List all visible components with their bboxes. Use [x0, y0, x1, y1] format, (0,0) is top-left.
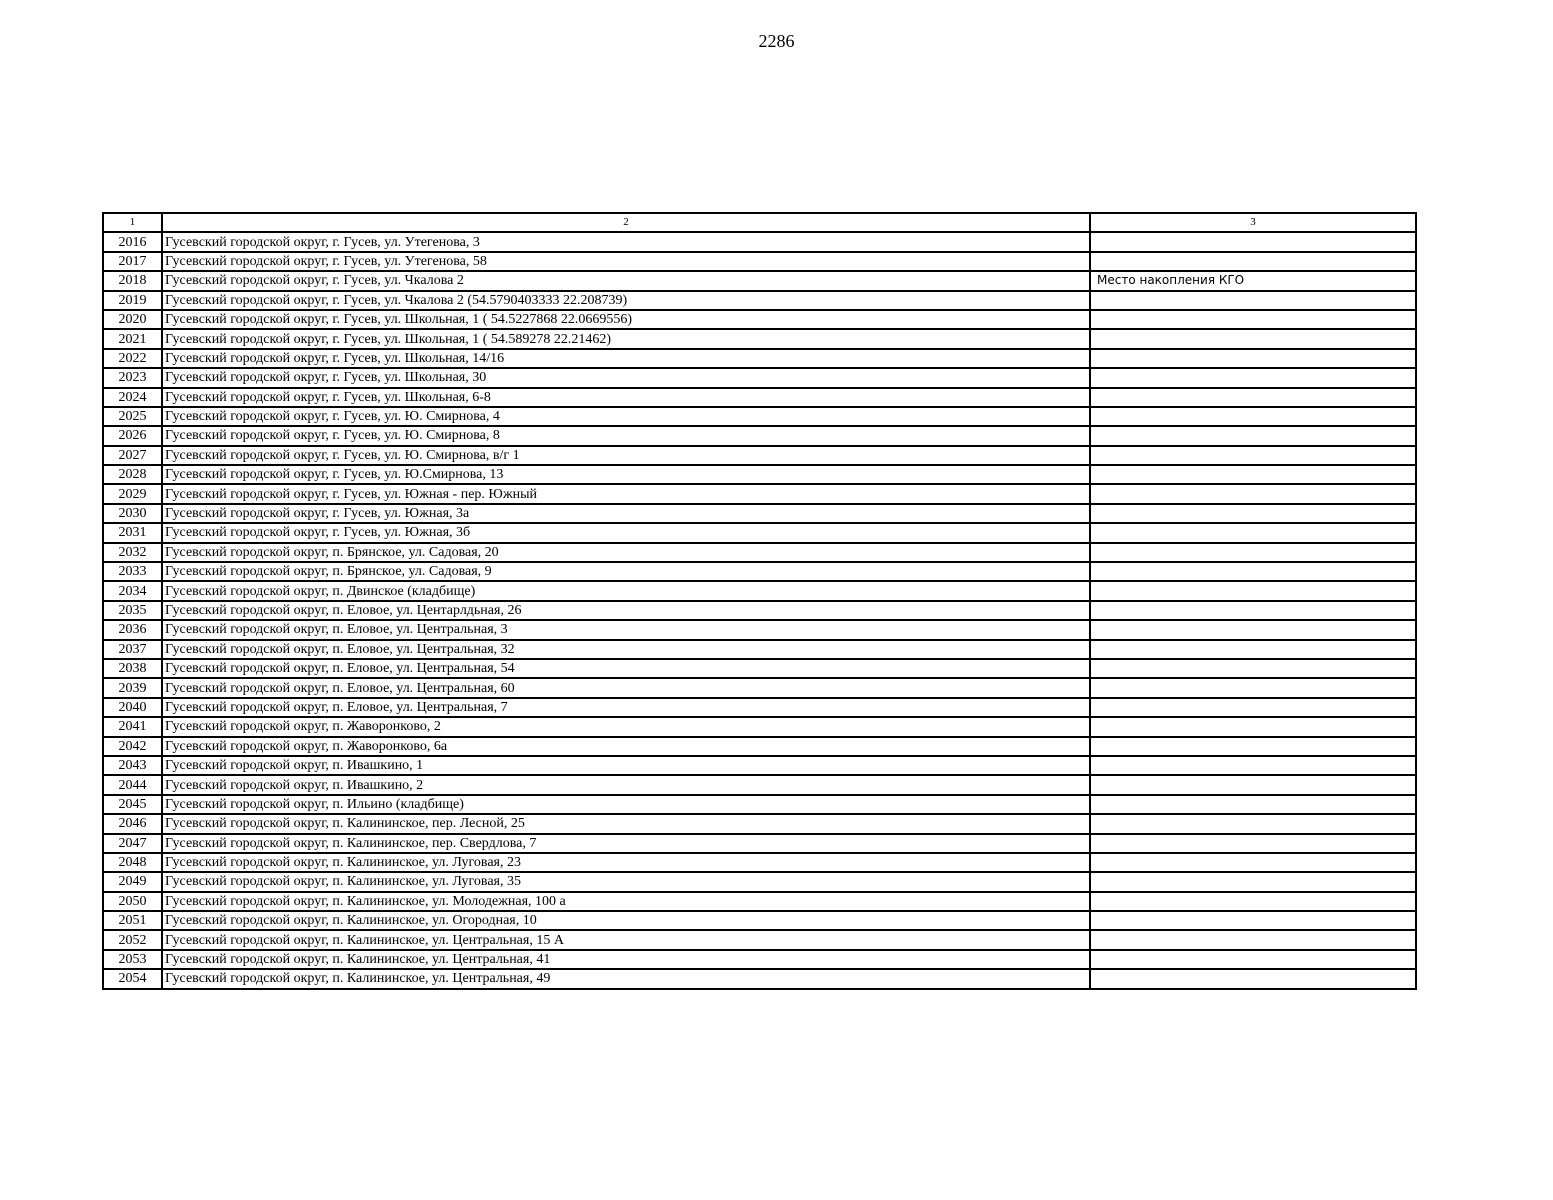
- row-number-cell: 2045: [103, 795, 162, 814]
- address-cell: Гусевский городской округ, п. Калининское, ул. Луговая, 23: [162, 853, 1090, 872]
- registry-table: [102, 212, 1417, 990]
- row-number-cell: 2038: [103, 659, 162, 678]
- note-cell: [1090, 911, 1416, 930]
- note-cell: [1090, 698, 1416, 717]
- table-row: [103, 601, 1416, 620]
- note-cell: Место накопления КГО: [1090, 271, 1416, 290]
- note-cell: [1090, 814, 1416, 833]
- table-row: [103, 252, 1416, 271]
- address-cell: Гусевский городской округ, г. Гусев, ул. Южная, 3б: [162, 523, 1090, 542]
- note-cell: [1090, 640, 1416, 659]
- note-cell: [1090, 581, 1416, 600]
- table-row: [103, 620, 1416, 639]
- note-cell: [1090, 834, 1416, 853]
- table-row: [103, 795, 1416, 814]
- table-row: [103, 465, 1416, 484]
- address-cell: Гусевский городской округ, п. Жаворонково, 6а: [162, 737, 1090, 756]
- table-row: [103, 388, 1416, 407]
- row-number-cell: 2017: [103, 252, 162, 271]
- note-cell: [1090, 543, 1416, 562]
- table-row: [103, 368, 1416, 387]
- address-cell: Гусевский городской округ, п. Еловое, ул. Центарлдьная, 26: [162, 601, 1090, 620]
- row-number-cell: 2023: [103, 368, 162, 387]
- column-header-number: 1: [103, 213, 162, 232]
- table-row: [103, 834, 1416, 853]
- table-row: [103, 698, 1416, 717]
- address-cell: Гусевский городской округ, п. Калининское, пер. Свердлова, 7: [162, 834, 1090, 853]
- note-cell: [1090, 678, 1416, 697]
- table-row: [103, 814, 1416, 833]
- row-number-cell: 2025: [103, 407, 162, 426]
- table-row: [103, 581, 1416, 600]
- row-number-cell: 2031: [103, 523, 162, 542]
- note-cell: [1090, 659, 1416, 678]
- note-cell: [1090, 504, 1416, 523]
- row-number-cell: 2016: [103, 232, 162, 251]
- row-number-cell: 2044: [103, 775, 162, 794]
- note-cell: [1090, 407, 1416, 426]
- note-cell: [1090, 368, 1416, 387]
- address-cell: Гусевский городской округ, г. Гусев, ул. Школьная, 14/16: [162, 349, 1090, 368]
- row-number-cell: 2037: [103, 640, 162, 659]
- address-cell: Гусевский городской округ, г. Гусев, ул. Чкалова 2 (54.5790403333 22.208739): [162, 291, 1090, 310]
- note-cell: [1090, 775, 1416, 794]
- row-number-cell: 2021: [103, 329, 162, 348]
- address-cell: Гусевский городской округ, г. Гусев, ул. Школьная, 1 ( 54.589278 22.21462): [162, 329, 1090, 348]
- note-cell: [1090, 426, 1416, 445]
- address-cell: Гусевский городской округ, п. Жаворонково, 2: [162, 717, 1090, 736]
- note-cell: [1090, 601, 1416, 620]
- address-cell: Гусевский городской округ, п. Ивашкино, 1: [162, 756, 1090, 775]
- row-number-cell: 2036: [103, 620, 162, 639]
- address-cell: Гусевский городской округ, п. Ильино (кладбище): [162, 795, 1090, 814]
- address-cell: Гусевский городской округ, г. Гусев, ул. Ю. Смирнова, 4: [162, 407, 1090, 426]
- row-number-cell: 2046: [103, 814, 162, 833]
- note-cell: [1090, 232, 1416, 251]
- table-row: [103, 853, 1416, 872]
- table-row: [103, 426, 1416, 445]
- table-row: [103, 446, 1416, 465]
- address-cell: Гусевский городской округ, п. Калининское, ул. Центральная, 15 А: [162, 930, 1090, 949]
- table-row: [103, 407, 1416, 426]
- address-cell: Гусевский городской округ, г. Гусев, ул. Школьная, 1 ( 54.5227868 22.0669556): [162, 310, 1090, 329]
- row-number-cell: 2039: [103, 678, 162, 697]
- table-row: [103, 271, 1416, 290]
- table-row: [103, 930, 1416, 949]
- row-number-cell: 2022: [103, 349, 162, 368]
- row-number-cell: 2028: [103, 465, 162, 484]
- address-cell: Гусевский городской округ, п. Калининское, ул. Луговая, 35: [162, 872, 1090, 891]
- row-number-cell: 2030: [103, 504, 162, 523]
- note-cell: [1090, 484, 1416, 503]
- address-cell: Гусевский городской округ, г. Гусев, ул. Южная - пер. Южный: [162, 484, 1090, 503]
- note-cell: [1090, 853, 1416, 872]
- address-cell: Гусевский городской округ, п. Еловое, ул. Центральная, 7: [162, 698, 1090, 717]
- table-header-row: [103, 213, 1416, 232]
- row-number-cell: 2042: [103, 737, 162, 756]
- row-number-cell: 2050: [103, 892, 162, 911]
- note-cell: [1090, 930, 1416, 949]
- note-cell: [1090, 291, 1416, 310]
- address-cell: Гусевский городской округ, п. Еловое, ул. Центральная, 54: [162, 659, 1090, 678]
- address-cell: Гусевский городской округ, г. Гусев, ул. Ю. Смирнова, в/г 1: [162, 446, 1090, 465]
- address-cell: Гусевский городской округ, г. Гусев, ул. Утегенова, 58: [162, 252, 1090, 271]
- table-row: [103, 523, 1416, 542]
- table-row: [103, 717, 1416, 736]
- address-cell: Гусевский городской округ, г. Гусев, ул. Школьная, 6-8: [162, 388, 1090, 407]
- table-row: [103, 950, 1416, 969]
- table-row: [103, 678, 1416, 697]
- note-cell: [1090, 562, 1416, 581]
- address-cell: Гусевский городской округ, п. Брянское, ул. Садовая, 20: [162, 543, 1090, 562]
- note-cell: [1090, 310, 1416, 329]
- table-row: [103, 775, 1416, 794]
- address-cell: Гусевский городской округ, г. Гусев, ул. Южная, 3а: [162, 504, 1090, 523]
- row-number-cell: 2020: [103, 310, 162, 329]
- note-cell: [1090, 523, 1416, 542]
- table-row: [103, 640, 1416, 659]
- note-cell: [1090, 756, 1416, 775]
- address-cell: Гусевский городской округ, п. Калининское, ул. Центральная, 41: [162, 950, 1090, 969]
- address-cell: Гусевский городской округ, п. Калининское, ул. Огородная, 10: [162, 911, 1090, 930]
- address-cell: Гусевский городской округ, г. Гусев, ул. Ю. Смирнова, 8: [162, 426, 1090, 445]
- row-number-cell: 2040: [103, 698, 162, 717]
- address-cell: Гусевский городской округ, п. Еловое, ул. Центральная, 3: [162, 620, 1090, 639]
- table-row: [103, 737, 1416, 756]
- note-cell: [1090, 252, 1416, 271]
- row-number-cell: 2019: [103, 291, 162, 310]
- note-cell: [1090, 349, 1416, 368]
- table-row: [103, 291, 1416, 310]
- address-cell: Гусевский городской округ, п. Еловое, ул. Центральная, 32: [162, 640, 1090, 659]
- address-cell: Гусевский городской округ, п. Еловое, ул. Центральная, 60: [162, 678, 1090, 697]
- note-cell: [1090, 388, 1416, 407]
- table-row: [103, 872, 1416, 891]
- address-cell: Гусевский городской округ, г. Гусев, ул. Школьная, 30: [162, 368, 1090, 387]
- row-number-cell: 2047: [103, 834, 162, 853]
- note-cell: [1090, 795, 1416, 814]
- row-number-cell: 2027: [103, 446, 162, 465]
- row-number-cell: 2041: [103, 717, 162, 736]
- row-number-cell: 2054: [103, 969, 162, 988]
- address-cell: Гусевский городской округ, п. Брянское, ул. Садовая, 9: [162, 562, 1090, 581]
- row-number-cell: 2024: [103, 388, 162, 407]
- note-cell: [1090, 446, 1416, 465]
- row-number-cell: 2026: [103, 426, 162, 445]
- table-row: [103, 232, 1416, 251]
- row-number-cell: 2043: [103, 756, 162, 775]
- table-row: [103, 310, 1416, 329]
- note-cell: [1090, 892, 1416, 911]
- row-number-cell: 2051: [103, 911, 162, 930]
- row-number-cell: 2034: [103, 581, 162, 600]
- row-number-cell: 2053: [103, 950, 162, 969]
- column-header-address: 2: [162, 213, 1090, 232]
- row-number-cell: 2048: [103, 853, 162, 872]
- note-cell: [1090, 950, 1416, 969]
- row-number-cell: 2018: [103, 271, 162, 290]
- table-row: [103, 892, 1416, 911]
- row-number-cell: 2032: [103, 543, 162, 562]
- table-row: [103, 562, 1416, 581]
- note-cell: [1090, 465, 1416, 484]
- registry-table-body: [103, 213, 1416, 989]
- row-number-cell: 2033: [103, 562, 162, 581]
- address-cell: Гусевский городской округ, п. Ивашкино, 2: [162, 775, 1090, 794]
- table-row: [103, 756, 1416, 775]
- note-cell: [1090, 717, 1416, 736]
- table-row: [103, 543, 1416, 562]
- address-cell: Гусевский городской округ, г. Гусев, ул. Ю.Смирнова, 13: [162, 465, 1090, 484]
- table-row: [103, 329, 1416, 348]
- address-cell: Гусевский городской округ, г. Гусев, ул. Чкалова 2: [162, 271, 1090, 290]
- note-cell: [1090, 620, 1416, 639]
- page-number: 2286: [758, 31, 795, 51]
- note-cell: [1090, 737, 1416, 756]
- note-cell: [1090, 872, 1416, 891]
- table-row: [103, 349, 1416, 368]
- row-number-cell: 2035: [103, 601, 162, 620]
- note-cell: [1090, 329, 1416, 348]
- address-cell: Гусевский городской округ, п. Калининское, ул. Центральная, 49: [162, 969, 1090, 988]
- table-row: [103, 659, 1416, 678]
- address-cell: Гусевский городской округ, г. Гусев, ул. Утегенова, 3: [162, 232, 1090, 251]
- row-number-cell: 2052: [103, 930, 162, 949]
- address-cell: Гусевский городской округ, п. Калининское, ул. Молодежная, 100 а: [162, 892, 1090, 911]
- table-row: [103, 484, 1416, 503]
- table-row: [103, 911, 1416, 930]
- row-number-cell: 2029: [103, 484, 162, 503]
- row-number-cell: 2049: [103, 872, 162, 891]
- address-cell: Гусевский городской округ, п. Двинское (кладбище): [162, 581, 1090, 600]
- table-row: [103, 504, 1416, 523]
- address-cell: Гусевский городской округ, п. Калининское, пер. Лесной, 25: [162, 814, 1090, 833]
- note-cell: [1090, 969, 1416, 988]
- table-row: [103, 969, 1416, 988]
- column-header-note: 3: [1090, 213, 1416, 232]
